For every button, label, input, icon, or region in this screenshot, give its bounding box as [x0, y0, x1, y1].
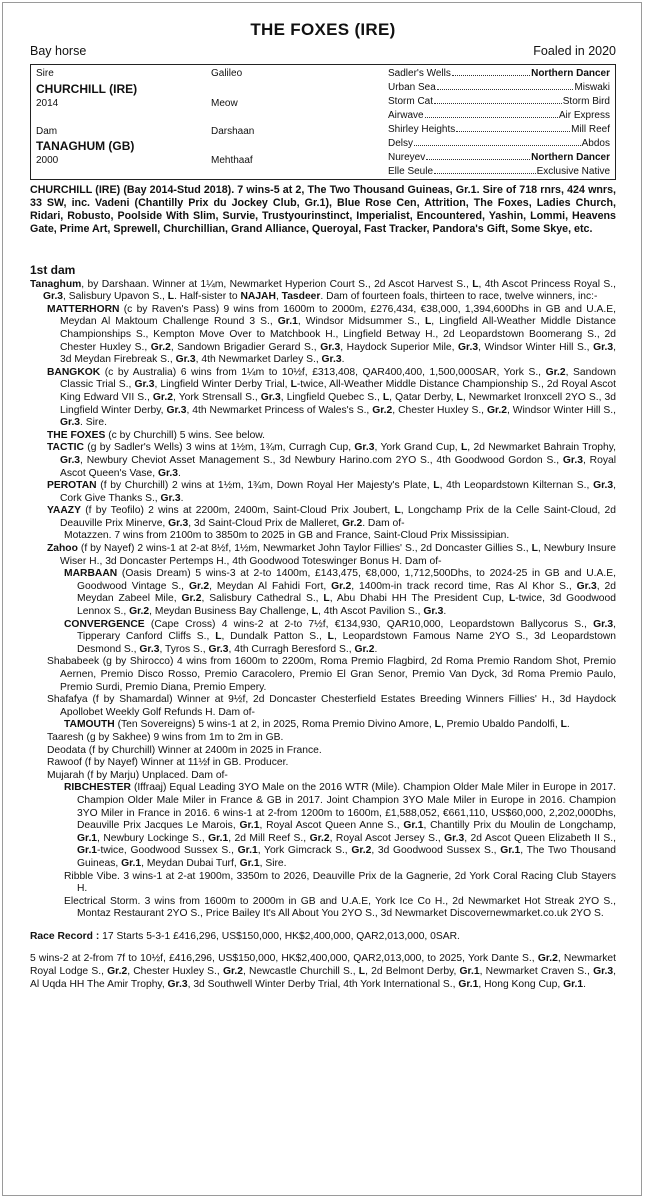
- ancestor-name: Sadler's Wells: [388, 68, 451, 79]
- ancestor-row: [388, 110, 610, 121]
- ancestor-row: [388, 152, 610, 163]
- career-summary: 5 wins-2 at 2-from 7f to 10½f, £416,296, US$150,000, HK$2,400,000, QAR2,013,000, to 2025, York Dante S., Gr.2, Newmarket Royal Lodge S., Gr.2, Chester Huxley S., Gr.2, Newcastle Churchill S., L, 2d Belmont Derby, Gr.1, Newmarket Craven S., Gr.3, Al Uqda HH The Amir Trophy, Gr.3, 3d Southwell Winter Derby Trial, 4th York International S., Gr.1, Hong Kong Cup, Gr.1.: [30, 953, 616, 990]
- family-entry: Zahoo (f by Nayef) 2 wins-1 at 2-at 8½f, 1½m, Newmarket John Taylor Fillies' S., 2d Doncaster Gillies S., L, Newbury Insure Wiser H., 3d Doncaster Pertemps H., 4th Goodwood Toteswinger Bonus H. Dam of-: [47, 543, 616, 567]
- family-entry: MARBAAN (Oasis Dream) 5 wins-3 at 2-to 1400m, £143,475, €8,000, 1,712,500Dhs, to 2024-25 in GB and U.A.E, Goodwood Vintage S., Gr.2, Meydan Al Fahidi Fort, Gr.2, 1400m-in track record time, Ras Al Khor S., Gr.3, 2d Meydan Zabeel Mile, Gr.2, Salisbury Cathedral S., L, Abu Dhabi HH The President Cup, L-twice, 3d Goodwood Lennox S., Gr.2, Meydan Business Bay Challenge, L, 4th Ascot Pavilion S., Gr.3.: [64, 568, 616, 618]
- ancestor-row: [388, 82, 610, 93]
- family-entry: CONVERGENCE (Cape Cross) 4 wins-2 at 2-to 7½f, €134,930, QAR10,000, Leopardstown Ballycorus S., Gr.3, Tipperary Canford Cliffs S., L, Dundalk Patton S., L, Leopardstown Famous Name 2YO S., 3d Leopardstown Desmond S., Gr.3, Tyros S., Gr.3, 4th Curragh Beresford S., Gr.2.: [64, 618, 616, 655]
- ancestor-row: [388, 166, 610, 177]
- family-entry: Taaresh (g by Sakhee) 9 wins from 1m to 2m in GB.: [47, 731, 284, 743]
- ancestor-name: Airwave: [388, 110, 424, 121]
- horse-title: THE FOXES (IRE): [250, 20, 396, 39]
- family-entries: [30, 279, 616, 921]
- race-record-label: Race Record :: [30, 930, 100, 942]
- family-entry: THE FOXES (c by Churchill) 5 wins. See below.: [47, 429, 266, 441]
- sire-label: Sire: [36, 68, 54, 79]
- family-entry: Shababeek (g by Shirocco) 4 wins from 1600m to 2200m, Roma Premio Flagbird, 2d Roma Premio Random Shot, Premio Aernen, Premio Disco Rosso, Premio Caracolero, Premio El Gran Senor, Premio Van Dyck, 3d Roma Premio Paulo, Premio Surdi, Premio Diana, Premio Empery.: [47, 656, 616, 693]
- dam-year: 2000: [36, 155, 59, 166]
- family-entry: RIBCHESTER (Iffraaj) Equal Leading 3YO Male on the 2016 WTR (Mile). Champion Older Male Miler in Europe in 2017. Champion Older Male Miler in France & GB in 2017. Joint Champion 3YO Male Miler in Europe in 2016. Champion 3YO Miler in France in 2016. 6 wins-1 at 2-from 1200m to 1600m, £1,588,052, €661,110, US$60,000, 2,202,000Dhs, Deauville Prix Jacques Le Marois, Gr.1, Royal Ascot Queen Anne S., Gr.1, Chantilly Prix du Moulin de Longchamp, Gr.1, Newbury Lockinge S., Gr.1, 2d Mill Reef S., Gr.2, Royal Ascot Jersey S., Gr.3, 2d Ascot Queen Elizabeth II S., Gr.1-twice, Goodwood Sussex S., Gr.1, York Gimcrack S., Gr.2, 3d Goodwood Sussex S., Gr.1, The Two Thousand Guineas, Gr.1, Meydan Dubai Turf, Gr.1, Sire.: [64, 782, 617, 869]
- dam-label: Dam: [36, 126, 58, 137]
- foaled-year: Foaled in 2020: [533, 44, 616, 58]
- race-record-text: 17 Starts 5-3-1 £416,296, US$150,000, HK$2,400,000, QAR2,013,000, 0SAR.: [102, 930, 460, 942]
- dam-sire: Darshaan: [211, 126, 255, 137]
- ancestor-name: Nureyev: [388, 152, 426, 163]
- ancestor-parent: Abdos: [581, 138, 610, 149]
- ancestor-parent: Air Express: [558, 110, 610, 121]
- ancestor-parent: Northern Dancer: [531, 152, 610, 163]
- family-entry: YAAZY (f by Teofilo) 2 wins at 2200m, 2400m, Saint-Cloud Prix Joubert, L, Longchamp Prix de la Celle Saint-Cloud, 2d Deauville Prix Minerve, Gr.3, 3d Saint-Cloud Prix de Malleret, Gr.2. Dam of-: [47, 505, 616, 529]
- ancestor-parent: Mill Reef: [571, 124, 610, 135]
- pedigree-table: [30, 64, 616, 180]
- ancestor-parent: Exclusive Native: [536, 166, 610, 177]
- ancestor-parent: Miswaki: [574, 82, 610, 93]
- ancestor-parent: Storm Bird: [562, 96, 610, 107]
- family-entry: MATTERHORN (c by Raven's Pass) 9 wins from 1600m to 2000m, £276,434, €38,000, 1,394,600Dhs in GB and U.A.E, Meydan Al Maktoum Challenge Round 3 S., Gr.1, Windsor Midsummer S., L, Lingfield All-Weather Middle Distance Championships S., Kempton Move Over to Matchbook H., Lingfield Betway H., 2d Leopardstown Boomerang S., 2d Chester Huxley S., Gr.2, Sandown Brigadier Gerard S., Gr.3, Haydock Superior Mile, Gr.3, Windsor Winter Hill S., Gr.3, 3d Meydan Firebreak S., Gr.3, 4th Newmarket Darley S., Gr.3.: [47, 303, 617, 366]
- family-section: [30, 264, 616, 991]
- sire-sire: Galileo: [211, 68, 243, 79]
- family-entry: Ribble Vibe. 3 wins-1 at 2-at 1900m, 3350m to 2026, Deauville Prix de la Gagnerie, 2d York Coral Racing Club Stayers H.: [64, 870, 616, 895]
- family-entry: Mujarah (f by Marju) Unplaced. Dam of-: [47, 769, 228, 781]
- dam-dam: Mehthaaf: [211, 155, 253, 166]
- sire-dam: Meow: [211, 98, 238, 109]
- sire-year: 2014: [36, 98, 59, 109]
- horse-color: Bay horse: [30, 44, 87, 58]
- family-entry: Rawoof (f by Nayef) Winner at 11½f in GB. Producer.: [47, 757, 289, 769]
- ancestor-row: [388, 68, 610, 79]
- family-entry: TACTIC (g by Sadler's Wells) 3 wins at 1½m, 1¾m, Curragh Cup, Gr.3, York Grand Cup, L, 2d Newmarket Bahrain Trophy, Gr.3, Newbury Cheviot Asset Management S., 3d Newbury Harino.com 2YO S., 4th Goodwood Gordon S., Gr.3, Royal Ascot Queen's Vase, Gr.3.: [47, 442, 616, 479]
- ancestor-name: Delsy: [388, 138, 414, 149]
- ancestor-row: [388, 96, 610, 107]
- ancestor-parent: Northern Dancer: [531, 68, 610, 79]
- sire-summary: CHURCHILL (IRE) (Bay 2014-Stud 2018). 7 wins-5 at 2, The Two Thousand Guineas, Gr.1. Sire of 718 rnrs, 424 wnrs, 33 SW, inc. Vadeni (Chantilly Prix du Jockey Club, Gr.1), Blue Rose Cen, Attrition, The Foxes, Ladies Church, Ridari, Robusto, Poolside With Slim, Survie, Trustyourinstinct, Imperialist, Encountered, Yashin, Lommi, Heavens Gate, Prime Art, Sprewell, Churchillian, Grand Alliance, Queroyal, Fast Tracker, Pandora's Gift, Some Skye, etc.: [30, 184, 616, 235]
- ancestor-name: Storm Cat: [388, 96, 434, 107]
- family-entry: PEROTAN (f by Churchill) 2 wins at 1½m, 1¾m, Down Royal Her Majesty's Plate, L, 4th Leopardstown Kilternan S., Gr.3, Cork Give Thanks S., Gr.3.: [47, 480, 616, 504]
- horse-info-row: [30, 44, 616, 58]
- ancestor-row: [388, 124, 610, 135]
- ancestor-name: Shirley Heights: [388, 124, 456, 135]
- ancestor-name: Urban Sea: [388, 82, 436, 93]
- family-entry: BANGKOK (c by Australia) 6 wins from 1¼m to 10½f, £313,408, QAR400,400, 1,500,000SAR, York S., Gr.2, Sandown Classic Trial S., Gr.3, Lingfield Winter Derby Trial, L-twice, All-Weather Middle Distance Championship S., 2d Royal Ascot King Edward VII S., Gr.2, York Strensall S., Gr.3, Lingfield Quebec S., L, Qatar Derby, L, Newmarket Ironxcell 2YO S., 3d Lingfield Winter Derby, Gr.3, 4th Newmarket Princess of Wales's S., Gr.2, Chester Huxley S., Gr.2, Windsor Winter Hill S., Gr.3. Sire.: [47, 366, 616, 429]
- family-entry: Shafafya (f by Shamardal) Winner at 9½f, 2d Doncaster Chesterfield Estates Breeding Winners Fillies' H., 3d Haydock Apollobet Weekly Golf Refunds H. Dam of-: [47, 694, 616, 718]
- sire-name: CHURCHILL (IRE): [36, 82, 138, 96]
- race-record: [30, 931, 616, 944]
- ancestor-row: [388, 138, 610, 149]
- family-entry: Electrical Storm. 3 wins from 1600m to 2000m in GB and U.A.E, York Ice Co H., 2d Newmarket Hot Streak 2YO S., Montaz Restaurant 2YO S., Price Bailey It's All About You 2YO S., 3d Newmarket Discovernewmarket.co.uk 2YO S.: [64, 895, 616, 920]
- family-entry: Deodata (f by Churchill) Winner at 2400m in 2025 in France.: [47, 744, 322, 756]
- family-entry: Motazzen. 7 wins from 2100m to 3850m to 2025 in GB and France, Saint-Cloud Prix Mississipian.: [64, 530, 510, 542]
- ancestor-name: Elle Seule: [388, 166, 434, 177]
- dam-name: TANAGHUM (GB): [36, 139, 135, 153]
- family-entry: TAMOUTH (Ten Sovereigns) 5 wins-1 at 2, in 2025, Roma Premio Divino Amore, L, Premio Ubaldo Pandolfi, L.: [64, 719, 570, 731]
- first-dam-heading: 1st dam: [30, 263, 76, 277]
- family-entry: Tanaghum, by Darshaan. Winner at 1¼m, Newmarket Hyperion Court S., 2d Ascot Harvest S., L, 4th Ascot Princess Royal S., Gr.3, Salisbury Upavon S., L. Half-sister to NAJAH, Tasdeer. Dam of fourteen foals, thirteen to race, twelve winners, inc:-: [30, 278, 617, 303]
